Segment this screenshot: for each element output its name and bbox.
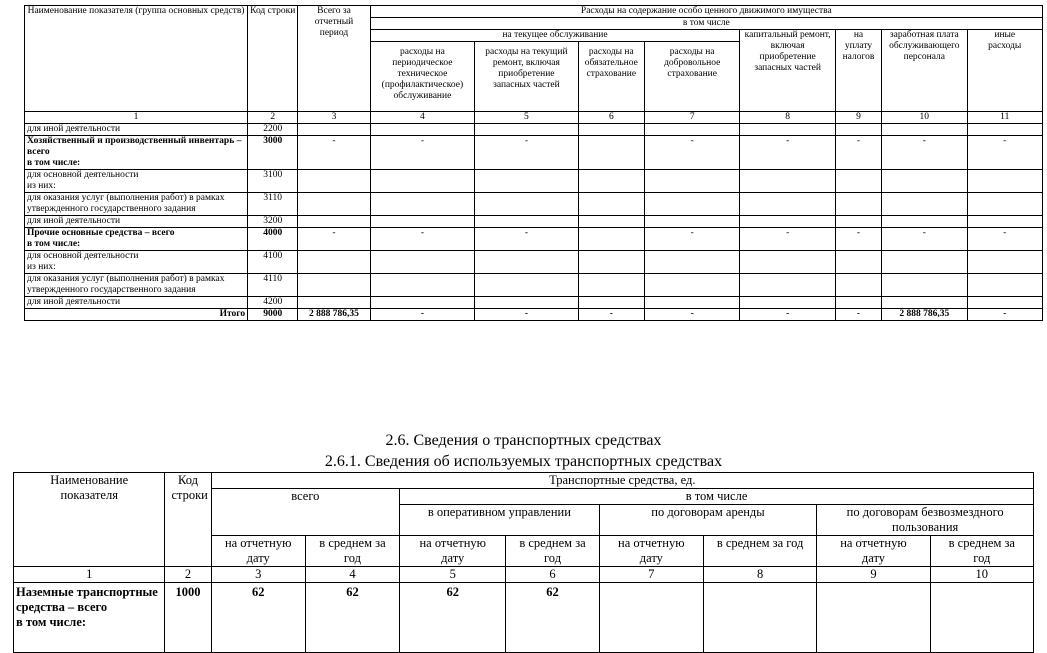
cell xyxy=(882,124,967,136)
header-avg: в среднем за год xyxy=(506,536,599,567)
row-name-text: для иной деятельности xyxy=(27,124,121,134)
col-num: 9 xyxy=(835,112,881,124)
cell xyxy=(298,216,370,228)
cell xyxy=(370,251,475,274)
cell xyxy=(475,124,579,136)
cell xyxy=(475,297,579,309)
cell xyxy=(370,193,475,216)
cell xyxy=(644,274,739,297)
header-free: по договорам безвозмездного пользования xyxy=(817,505,1034,536)
row-code: 3110 xyxy=(248,193,298,216)
header-c5: расходы на текущий ремонт, включая приобретение запасных частей xyxy=(475,42,579,112)
row-code: 3100 xyxy=(248,170,298,193)
cell: 62 xyxy=(305,583,399,653)
cell xyxy=(644,216,739,228)
cell: - xyxy=(882,228,967,251)
cell xyxy=(370,170,475,193)
row-sub-text: в том числе: xyxy=(16,615,87,629)
cell: - xyxy=(298,228,370,251)
table-row xyxy=(14,583,1034,653)
col-num: 3 xyxy=(211,567,305,583)
cell xyxy=(578,228,644,251)
cell xyxy=(740,216,835,228)
cell: - xyxy=(835,136,881,170)
cell xyxy=(578,251,644,274)
col-num: 7 xyxy=(644,112,739,124)
table-row xyxy=(25,297,1043,309)
cell xyxy=(967,216,1043,228)
cell: - xyxy=(370,136,475,170)
row-name xyxy=(25,216,248,228)
col-num: 8 xyxy=(740,112,835,124)
col-num: 2 xyxy=(248,112,298,124)
cell: 62 xyxy=(506,583,599,653)
total-label: Итого xyxy=(25,309,248,321)
cell xyxy=(882,170,967,193)
cell: - xyxy=(644,136,739,170)
row-code: 2200 xyxy=(248,124,298,136)
cell xyxy=(967,193,1043,216)
header-code: Код строки xyxy=(248,6,298,112)
cell xyxy=(740,274,835,297)
col-num: 10 xyxy=(882,112,967,124)
row-code: 1000 xyxy=(165,583,211,653)
header-c8: капитальный ремонт, включая приобретение запасных частей xyxy=(740,30,835,112)
header-group: Транспортные средства, ед. xyxy=(211,473,1033,489)
header-avg: в среднем за год xyxy=(930,536,1033,567)
header-c9: на уплату налогов xyxy=(835,30,881,112)
total-cell: - xyxy=(644,309,739,321)
col-num: 6 xyxy=(506,567,599,583)
row-name-text: Наземные транспортные средства – всего xyxy=(16,585,158,614)
cell xyxy=(644,124,739,136)
row-sub-text: из них: xyxy=(27,181,56,191)
row-name-text: Прочие основные средства – всего xyxy=(27,228,175,238)
header-c4: расходы на периодическое техническое (профилактическое) обслуживание xyxy=(370,42,475,112)
cell xyxy=(817,583,930,653)
header-rent: по договорам аренды xyxy=(599,505,817,536)
table-row xyxy=(25,251,1043,274)
row-sub-text: в том числе: xyxy=(27,158,81,168)
header-atdate: на отчетную дату xyxy=(400,536,506,567)
cell xyxy=(578,274,644,297)
cell xyxy=(967,124,1043,136)
cell xyxy=(835,124,881,136)
col-num: 10 xyxy=(930,567,1033,583)
cell xyxy=(475,216,579,228)
cell xyxy=(740,297,835,309)
column-numbers-row xyxy=(14,567,1034,583)
cell: - xyxy=(370,228,475,251)
cell: - xyxy=(967,136,1043,170)
row-name xyxy=(25,170,248,193)
row-sub-text: из них: xyxy=(27,262,56,272)
header-c11: иные расходы xyxy=(967,30,1043,112)
row-name xyxy=(25,274,248,297)
total-row xyxy=(25,309,1043,321)
cell xyxy=(882,251,967,274)
row-name-text: для иной деятельности xyxy=(27,297,121,307)
cell: - xyxy=(475,136,579,170)
header-avg: в среднем за год xyxy=(305,536,399,567)
col-num: 3 xyxy=(298,112,370,124)
cell xyxy=(835,251,881,274)
cell xyxy=(967,274,1043,297)
cell xyxy=(644,170,739,193)
cell xyxy=(599,583,703,653)
total-cell: - xyxy=(578,309,644,321)
cell xyxy=(740,124,835,136)
table-row xyxy=(25,170,1043,193)
col-num: 8 xyxy=(703,567,816,583)
row-name xyxy=(25,251,248,274)
total-code: 9000 xyxy=(248,309,298,321)
cell xyxy=(370,297,475,309)
cell xyxy=(370,216,475,228)
row-name xyxy=(25,193,248,216)
row-name-text: для основной деятельности xyxy=(27,170,139,180)
header-total: Всего за отчетный период xyxy=(298,6,370,112)
col-num: 5 xyxy=(475,112,579,124)
row-name-text: для иной деятельности xyxy=(27,216,121,226)
col-num: 4 xyxy=(305,567,399,583)
total-cell: 2 888 786,35 xyxy=(882,309,967,321)
cell xyxy=(298,251,370,274)
header-avg: в среднем за год xyxy=(703,536,816,567)
table-row xyxy=(25,193,1043,216)
cell xyxy=(882,216,967,228)
cell xyxy=(930,583,1033,653)
cell xyxy=(298,193,370,216)
total-cell: - xyxy=(967,309,1043,321)
vehicles-table xyxy=(13,472,1034,653)
cell: - xyxy=(882,136,967,170)
cell: 62 xyxy=(400,583,506,653)
row-sub-text: в том числе: xyxy=(27,239,81,249)
row-name-text: для основной деятельности xyxy=(27,251,139,261)
row-code: 4110 xyxy=(248,274,298,297)
row-code: 4000 xyxy=(248,228,298,251)
cell xyxy=(967,297,1043,309)
row-code: 3000 xyxy=(248,136,298,170)
total-cell: - xyxy=(740,309,835,321)
cell xyxy=(835,170,881,193)
header-incl: в том числе xyxy=(370,18,1042,30)
col-num: 1 xyxy=(25,112,248,124)
row-name xyxy=(25,136,248,170)
table-row xyxy=(25,124,1043,136)
row-name xyxy=(25,297,248,309)
row-name-text: Хозяйственный и производственный инвентарь – всего xyxy=(27,136,242,157)
table-row xyxy=(25,274,1043,297)
cell xyxy=(644,251,739,274)
total-cell: - xyxy=(475,309,579,321)
total-cell: 2 888 786,35 xyxy=(298,309,370,321)
cell: - xyxy=(740,136,835,170)
cell xyxy=(298,274,370,297)
cell xyxy=(882,274,967,297)
cell xyxy=(703,583,816,653)
cell xyxy=(475,170,579,193)
cell: - xyxy=(475,228,579,251)
cell xyxy=(644,193,739,216)
cell xyxy=(882,297,967,309)
col-num: 6 xyxy=(578,112,644,124)
table-row xyxy=(25,216,1043,228)
header-atdate: на отчетную дату xyxy=(599,536,703,567)
header-all: всего xyxy=(211,489,400,536)
cell xyxy=(475,193,579,216)
col-num: 1 xyxy=(14,567,165,583)
cell xyxy=(298,297,370,309)
cell xyxy=(835,274,881,297)
expenses-table xyxy=(24,5,1043,321)
col-num: 9 xyxy=(817,567,930,583)
header-incl: в том числе xyxy=(400,489,1034,505)
cell xyxy=(578,170,644,193)
col-num: 5 xyxy=(400,567,506,583)
header-c7: расходы на добровольное страхование xyxy=(644,42,739,112)
cell xyxy=(835,297,881,309)
col-num: 11 xyxy=(967,112,1043,124)
row-name-text: для оказания услуг (выполнения работ) в рамках утвержденного государственного задания xyxy=(27,274,225,295)
header-c6: расходы на обязательное страхование xyxy=(578,42,644,112)
header-group: Расходы на содержание особо ценного движимого имущества xyxy=(370,6,1042,18)
cell: - xyxy=(740,228,835,251)
col-num: 4 xyxy=(370,112,475,124)
row-name xyxy=(25,124,248,136)
header-name: Наименование показателя (группа основных средств) xyxy=(25,6,248,112)
header-name: Наименование показателя xyxy=(14,473,165,567)
cell: - xyxy=(967,228,1043,251)
cell: - xyxy=(298,136,370,170)
cell xyxy=(882,193,967,216)
header-code: Код строки xyxy=(165,473,211,567)
cell xyxy=(967,251,1043,274)
section-title: 2.6. Сведения о транспортных средствах xyxy=(385,432,662,449)
cell xyxy=(475,251,579,274)
column-numbers-row xyxy=(25,112,1043,124)
header-atdate: на отчетную дату xyxy=(211,536,305,567)
col-num: 2 xyxy=(165,567,211,583)
total-cell: - xyxy=(835,309,881,321)
row-code: 3200 xyxy=(248,216,298,228)
header-atdate: на отчетную дату xyxy=(817,536,930,567)
table-row xyxy=(25,136,1043,170)
row-name xyxy=(14,583,165,653)
cell xyxy=(578,216,644,228)
cell xyxy=(644,297,739,309)
header-oper: в оперативном управлении xyxy=(400,505,600,536)
row-code: 4100 xyxy=(248,251,298,274)
cell: - xyxy=(644,228,739,251)
row-name-text: для оказания услуг (выполнения работ) в рамках утвержденного государственного задания xyxy=(27,193,225,214)
col-num: 7 xyxy=(599,567,703,583)
cell xyxy=(578,297,644,309)
table-row xyxy=(25,228,1043,251)
subsection-title: 2.6.1. Сведения об используемых транспортных средствах xyxy=(324,453,723,470)
total-cell: - xyxy=(370,309,475,321)
row-code: 4200 xyxy=(248,297,298,309)
cell xyxy=(740,193,835,216)
cell xyxy=(370,124,475,136)
cell xyxy=(835,193,881,216)
cell xyxy=(578,136,644,170)
cell: - xyxy=(835,228,881,251)
cell xyxy=(578,193,644,216)
cell xyxy=(967,170,1043,193)
row-name xyxy=(25,228,248,251)
cell xyxy=(835,216,881,228)
cell xyxy=(298,170,370,193)
cell xyxy=(475,274,579,297)
cell xyxy=(298,124,370,136)
cell xyxy=(370,274,475,297)
cell xyxy=(740,170,835,193)
header-current: на текущее обслуживание xyxy=(370,30,740,42)
cell: 62 xyxy=(211,583,305,653)
cell xyxy=(740,251,835,274)
cell xyxy=(578,124,644,136)
header-c10: заработная плата обслуживающего персонала xyxy=(882,30,967,112)
